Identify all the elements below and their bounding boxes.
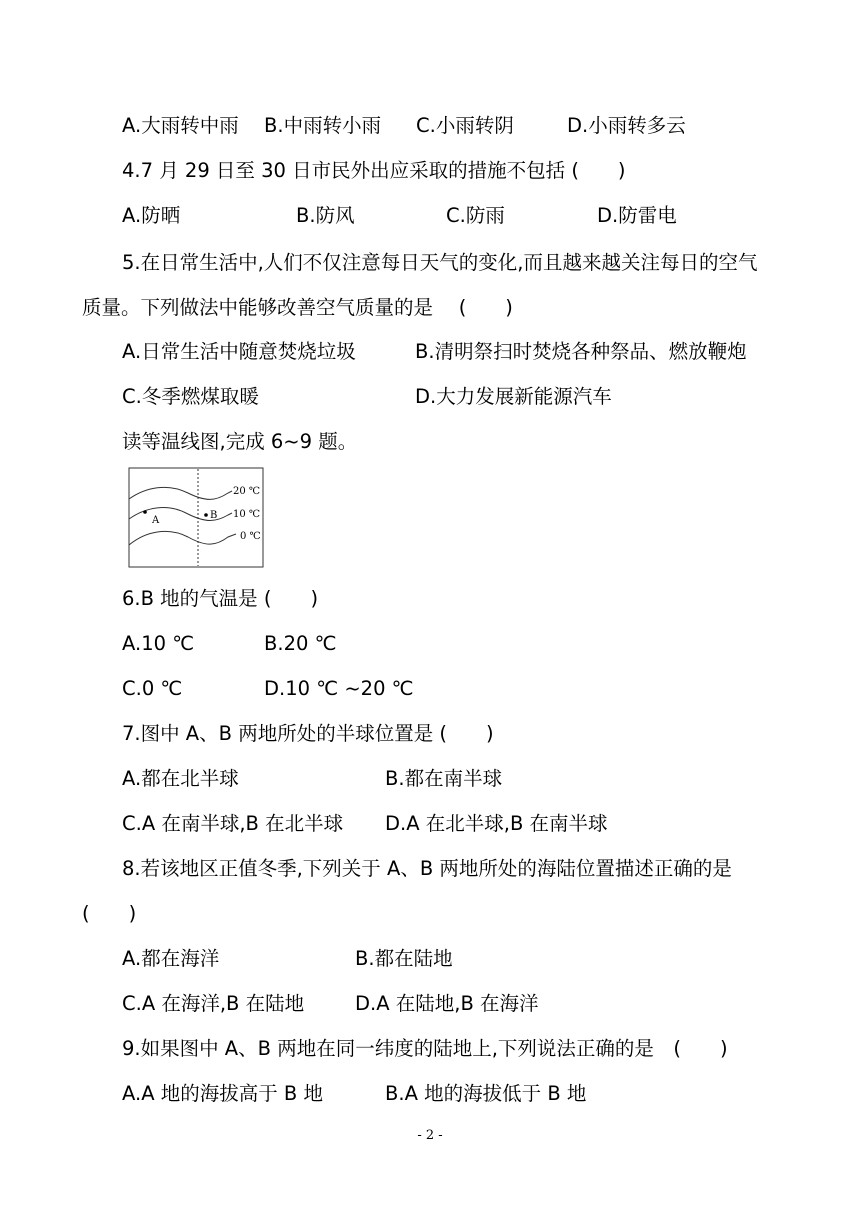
q9-option-b: B.A 地的海拔低于 B 地 bbox=[385, 1082, 587, 1105]
q8-option-a: A.都在海洋 bbox=[122, 947, 220, 970]
q8-stem-line2: ( ) bbox=[82, 902, 137, 925]
point-b-marker bbox=[204, 513, 208, 517]
q6-option-b: B.20 ℃ bbox=[264, 632, 337, 655]
isotherm-0-label: 0 ℃ bbox=[240, 531, 261, 542]
q3-option-c: C.小雨转阴 bbox=[416, 114, 514, 137]
point-b-label: B bbox=[210, 510, 218, 521]
point-a-marker bbox=[143, 510, 147, 514]
isotherm-10-label: 10 ℃ bbox=[233, 509, 261, 520]
q4-option-b: B.防风 bbox=[296, 204, 355, 227]
q3-option-d: D.小雨转多云 bbox=[567, 114, 686, 137]
q4-option-c: C.防雨 bbox=[446, 204, 505, 227]
point-a-label: A bbox=[152, 515, 160, 526]
figure-instruction: 读等温线图,完成 6~9 题。 bbox=[122, 430, 358, 453]
q9-option-a: A.A 地的海拔高于 B 地 bbox=[122, 1082, 324, 1105]
isotherm-20-line bbox=[129, 487, 232, 499]
q7-option-a: A.都在北半球 bbox=[122, 767, 239, 790]
isotherm-20-label: 20 ℃ bbox=[233, 486, 261, 497]
q6-option-d: D.10 ℃ ~20 ℃ bbox=[264, 677, 414, 700]
isotherm-map-figure bbox=[128, 467, 264, 568]
q4-option-d: D.防雷电 bbox=[597, 204, 677, 227]
q5-stem-line1: 5.在日常生活中,人们不仅注意每日天气的变化,而且越来越关注每日的空气 bbox=[122, 251, 758, 274]
q4-option-a: A.防晒 bbox=[122, 204, 181, 227]
q4-stem: 4.7 月 29 日至 30 日市民外出应采取的措施不包括 ( ) bbox=[122, 159, 626, 182]
q8-option-d: D.A 在陆地,B 在海洋 bbox=[355, 992, 539, 1015]
q8-stem-line1: 8.若该地区正值冬季,下列关于 A、B 两地所处的海陆位置描述正确的是 bbox=[122, 857, 732, 880]
q5-option-b: B.清明祭扫时焚烧各种祭品、燃放鞭炮 bbox=[415, 340, 747, 363]
q9-stem: 9.如果图中 A、B 两地在同一纬度的陆地上,下列说法正确的是 ( ) bbox=[122, 1037, 728, 1060]
page-number: - 2 - bbox=[417, 1128, 443, 1143]
q5-option-c: C.冬季燃煤取暖 bbox=[122, 385, 259, 408]
q5-option-d: D.大力发展新能源汽车 bbox=[415, 385, 612, 408]
q3-option-a: A.大雨转中雨 bbox=[122, 114, 239, 137]
q7-option-c: C.A 在南半球,B 在北半球 bbox=[122, 812, 344, 835]
q6-stem: 6.B 地的气温是 ( ) bbox=[122, 587, 319, 610]
q7-option-d: D.A 在北半球,B 在南半球 bbox=[385, 812, 608, 835]
q7-option-b: B.都在南半球 bbox=[385, 767, 503, 790]
q6-option-a: A.10 ℃ bbox=[122, 632, 195, 655]
q3-option-b: B.中雨转小雨 bbox=[264, 114, 382, 137]
q6-option-c: C.0 ℃ bbox=[122, 677, 183, 700]
q7-stem: 7.图中 A、B 两地所处的半球位置是 ( ) bbox=[122, 722, 494, 745]
q5-option-a: A.日常生活中随意焚烧垃圾 bbox=[122, 340, 356, 363]
q8-option-b: B.都在陆地 bbox=[355, 947, 453, 970]
q5-stem-line2: 质量。下列做法中能够改善空气质量的是 ( ) bbox=[82, 296, 513, 319]
isotherm-0-line bbox=[129, 531, 236, 545]
q8-option-c: C.A 在海洋,B 在陆地 bbox=[122, 992, 305, 1015]
